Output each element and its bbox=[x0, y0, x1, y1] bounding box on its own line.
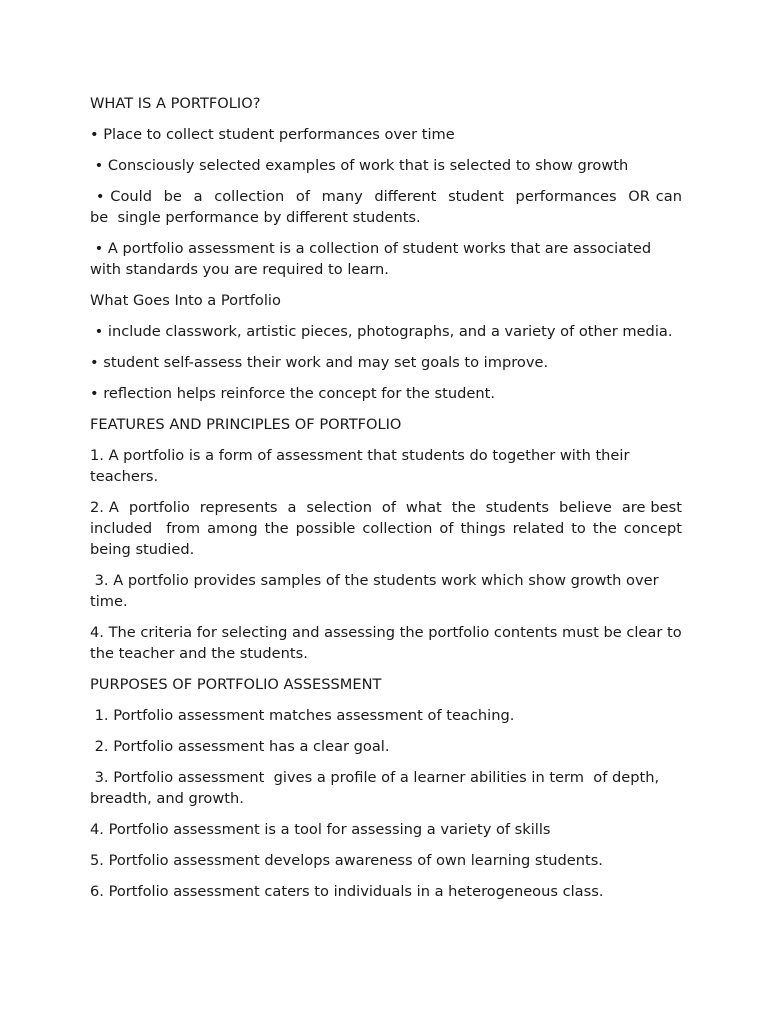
bullet-consciously-selected: • Consciously selected examples of work that is selected to show growth bbox=[90, 157, 629, 174]
principle-2: 2. A portfolio represents a selection of what the students believe are best included from among the possible collection of things related to the concept being studied. bbox=[90, 499, 692, 558]
heading-what-goes-into: What Goes Into a Portfolio bbox=[90, 292, 281, 309]
principle-4: 4. The criteria for selecting and assessing the portfolio contents must be clear to the teacher and the students. bbox=[90, 624, 687, 662]
purpose-6: 6. Portfolio assessment caters to individuals in a heterogeneous class. bbox=[90, 883, 604, 900]
purpose-4: 4. Portfolio assessment is a tool for assessing a variety of skills bbox=[90, 821, 551, 838]
principle-1: 1. A portfolio is a form of assessment that students do together with their teachers. bbox=[90, 447, 635, 485]
heading-what-is-portfolio: WHAT IS A PORTFOLIO? bbox=[90, 95, 261, 112]
bullet-reflection: • reflection helps reinforce the concept for the student. bbox=[90, 385, 495, 402]
bullet-portfolio-assessment-definition: • A portfolio assessment is a collection of student works that are associated with standards you are required to learn. bbox=[90, 240, 656, 278]
heading-purposes: PURPOSES OF PORTFOLIO ASSESSMENT bbox=[90, 676, 382, 693]
bullet-place-to-collect: • Place to collect student performances over time bbox=[90, 126, 455, 143]
bullet-include-classwork: • include classwork, artistic pieces, photographs, and a variety of other media. bbox=[90, 323, 673, 340]
purpose-2: 2. Portfolio assessment has a clear goal. bbox=[90, 738, 390, 755]
purpose-5: 5. Portfolio assessment develops awareness of own learning students. bbox=[90, 852, 603, 869]
purpose-3: 3. Portfolio assessment gives a profile of a learner abilities in term of depth, breadth, and growth. bbox=[90, 769, 664, 807]
heading-features-principles: FEATURES AND PRINCIPLES OF PORTFOLIO bbox=[90, 416, 402, 433]
document-page bbox=[90, 93, 692, 912]
bullet-collection-of-performances: • Could be a collection of many different student performances OR can be single performance by different students. bbox=[90, 188, 692, 226]
principle-3: 3. A portfolio provides samples of the students work which show growth over time. bbox=[90, 572, 664, 610]
bullet-self-assess: • student self-assess their work and may set goals to improve. bbox=[90, 354, 549, 371]
purpose-1: 1. Portfolio assessment matches assessment of teaching. bbox=[90, 707, 515, 724]
